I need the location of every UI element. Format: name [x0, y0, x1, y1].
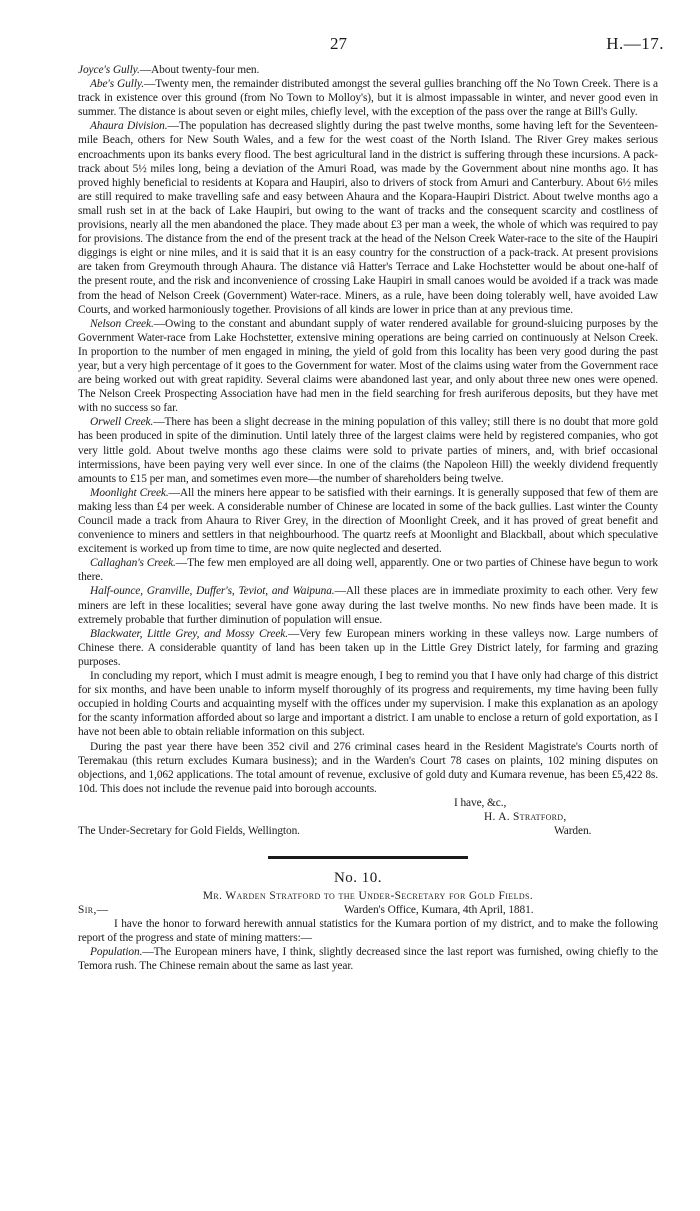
paragraph — [78, 669, 658, 739]
paragraph-text: I have the honor to forward herewith annual statistics for the Kumara portion of my district, and to make the following report of the progress and state of mining matters:— — [78, 918, 658, 945]
paragraph — [78, 584, 658, 626]
paragraph-text: —All these places are in immediate proximity to each other. Very few miners are left in these localities; several have gone away during the last twelve months. No new finds have been made. It is extremely probable that further diminution of population will ensue. — [78, 585, 658, 626]
paragraph — [78, 119, 658, 316]
paragraph-text: —About twenty-four men. — [139, 64, 260, 76]
paragraph-heading: Blackwater, Little Grey, and Mossy Creek. — [90, 627, 289, 640]
paragraph-heading: Joyce's Gully. — [78, 64, 140, 76]
paragraph-text: —Owing to the constant and abundant supply of water rendered available for ground-sluicing purposes by the Government Water-race from Lake Hochstetter, extensive mining operations are being carried on continuously at Nelson Creek. In proportion to the number of men engaged in mining, the yield of gold from this locality has been very good during the past year, but a very high percentage of it goes to the Government for water. Most of the claims using water from the Government race are being worked out with great rapidity. Several claims were abandoned last year, and only about three new ones were opened. The Nelson Creek Prospecting Association have had men in the field searching for fresh auriferous deposits, but they have met with no success so far. — [78, 317, 658, 415]
addressee: The Under-Secretary for Gold Fields, Wellington. — [78, 824, 300, 837]
dateline: Warden's Office, Kumara, 4th April, 1881. — [344, 904, 534, 917]
paragraph-heading: Ahaura Division. — [90, 120, 168, 133]
document-reference: H.—17. — [606, 34, 664, 53]
paragraph-heading: Abe's Gully. — [90, 78, 144, 91]
paragraph — [78, 63, 658, 77]
paragraph-heading: Nelson Creek. — [90, 317, 154, 330]
signer-title: Warden. — [554, 824, 592, 837]
section-heading: No. 10. — [333, 869, 383, 886]
paragraph-text: —The European miners have, I think, slightly decreased since the last report was furnished, owing chiefly to the Temora rush. The Chinese remain about the same as last year. — [78, 946, 658, 973]
paragraph-text: —The population has decreased slightly during the past twelve months, some having left for the Seventeen-mile Beach, others for New South Wales, and a few for the west coast of the North Island. The River Grey makes serious encroachments upon its banks every flood. The best agricultural land in the district is suffering through these incursions. A pack-track about 5½ miles long, being a deviation of the Amuri Road, was made by the Government about nine months ago. It has proved highly beneficial to residents at Kopara and Haupiri, also to drivers of stock from Amuri and Canterbury. About 6½ miles are still required to make travelling safe and easy between Ahaura and the Kopara-Haupiri District. About twelve months ago a small rush set in at the back of Lake Haupiri, but owing to the want of tracks and the consequent scarcity and costliness of provisions, nearly all the men abandoned the place. They made about £3 per man a week, the whole of which was required to pay for provisions. The distance from the end of the present track at the head of the Nelson Creek Water-race to the site of the Haupiri diggings is eight or nine miles, and it is said that it is an easy country for the construction of a pack-track. At present provisions are taken from Greymouth through Ahaura. The distance viâ Hatter's Terrace and Lake Hochstetter would be about one-half of the present route, and the risk and inconvenience of crossing Lake Haupiri in small canoes would be avoided if a track was made from the head of Nelson Creek (Government) Water-race. Miners, as a rule, have been doing tolerably well, have avoided Law Courts, and worked harmoniously together. Provisions of all kinds are lower in price than at any previous time. — [78, 120, 658, 316]
paragraph-heading: Half-ounce, Granville, Duffer's, Teviot, and Waipuna. — [90, 585, 335, 598]
page-number: 27 — [330, 34, 347, 53]
paragraph — [78, 486, 658, 556]
signature: H. A. Stratford, — [484, 810, 567, 823]
section-divider — [268, 856, 468, 859]
paragraph — [78, 945, 658, 973]
paragraph — [78, 317, 658, 416]
paragraph-heading: Population. — [90, 946, 143, 959]
paragraph-text: —The few men employed are all doing well, apparently. One or two parties of Chinese have begun to work there. — [78, 557, 658, 584]
paragraph — [78, 627, 658, 669]
paragraph — [78, 556, 658, 584]
paragraph — [78, 77, 658, 119]
paragraph — [78, 917, 658, 945]
closing: I have, &c., — [454, 796, 507, 809]
page-header — [0, 34, 700, 56]
letter-title: Mr. Warden Stratford to the Under-Secretary for Gold Fields. — [202, 889, 534, 902]
paragraph-heading: Orwell Creek. — [90, 416, 154, 429]
paragraph — [78, 415, 658, 485]
paragraph-heading: Callaghan's Creek. — [90, 557, 176, 570]
salutation: Sir,— — [78, 904, 109, 917]
paragraph-text: During the past year there have been 352 civil and 276 criminal cases heard in the Resident Magistrate's Courts north of Teremakau (this return excludes Kumara business); and in the Warden's Court 78 cases on plaints, 102 mining disputes on objections, and 1,062 applications. The total amount of revenue, exclusive of gold duty and Kumara revenue, has been £5,422 8s. 10d. This does not include the revenue paid into borough accounts. — [78, 740, 658, 795]
paragraph-text: —There has been a slight decrease in the mining population of this valley; still there is no doubt that more gold has been produced in spite of the diminution. Until lately three of the largest claims were held by registered companies, who got very little gold. About twelve months ago these claims were sold to private parties of miners, and, with brief occasional intermissions, have been paying very well ever since. In one of the claims (the Napoleon Hill) the weekly dividend frequently amounts to £15 per man, and sometimes even more—the number of shareholders being twelve. — [78, 416, 658, 485]
paragraph — [78, 740, 658, 796]
paragraph-text: —Very few European miners working in these valleys now. Large numbers of Chinese there. A considerable quantity of land has been taken up in the Little Grey District lately, for farming and grazing purposes. — [78, 627, 659, 668]
report-body — [78, 63, 658, 973]
letter-header-line — [78, 903, 658, 917]
paragraph-heading: Moonlight Creek. — [90, 486, 169, 499]
paragraph-text: In concluding my report, which I must admit is meagre enough, I beg to remind you that I have only had charge of this district for six months, and have been unable to inform myself thoroughly of its progress and requirements, my time having been fully occupied in holding Courts and acquainting myself with the offices under my supervision. I make this explanation as an apology for the scanty information afforded about so large and important a district. I am unable to enclose a return of gold exportation, as I have not been able to obtain reliable information on this subject. — [78, 670, 658, 739]
paragraph-text: —All the miners here appear to be satisfied with their earnings. It is generally supposed that few of them are making less than £4 per week. A considerable number of Chinese are located in some of the back gullies. Last winter the County Council made a track from Ahaura to River Grey, in the direction of Moonlight Creek, and it has proved of great benefit and convenience to miners and settlers in that neighbourhood. The quartz reefs at Moonlight and Blackball, about which speculative excitement is worked up from time to time, are now quite neglected and deserted. — [78, 486, 658, 556]
signoff — [78, 796, 658, 840]
paragraph-text: —Twenty men, the remainder distributed amongst the several gullies branching off the No Town Creek. There is a track in existence over this ground (from No Town to Molloy's), but it is almost impassable in winter, and never good even in summer. The distance is about seven or eight miles, chiefly level, with the exception of the pass over the range at Bill's Gully. — [78, 78, 658, 119]
